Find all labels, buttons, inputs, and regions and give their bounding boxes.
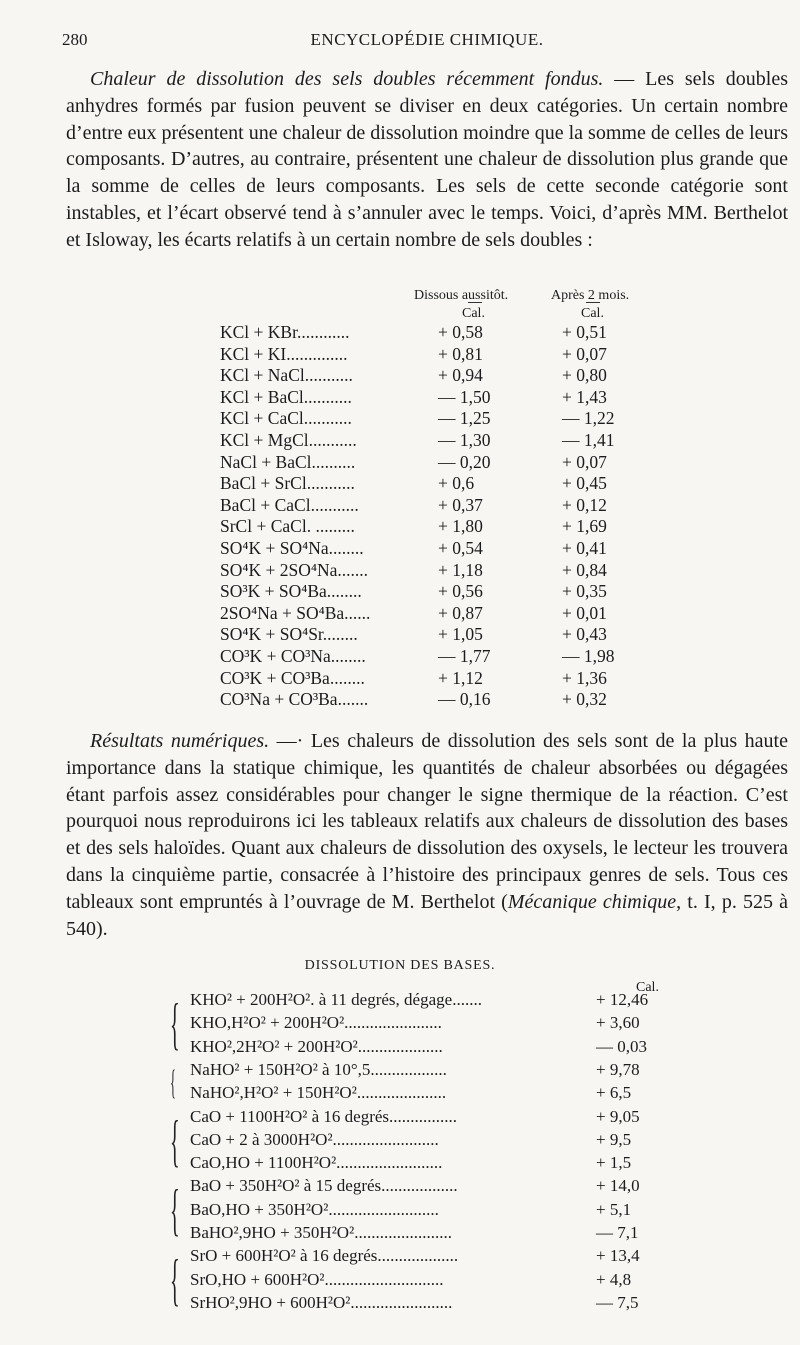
leader-dots: ......................... [332,1129,439,1149]
table-row [0,516,800,538]
leader-dots: ......................... [336,1153,443,1173]
unit-bases: Cal. [636,980,659,995]
base-dissolution-label: CaO + 2 à 3000H²O²......................... [190,1129,439,1149]
value-after-two-months: + 0,80 [562,365,607,386]
table-row [0,1200,800,1224]
table-row [0,646,800,668]
unit-col2: Cal. [581,306,604,321]
value-immediate: + 0,58 [438,322,483,342]
leader-dots: ........... [306,473,355,494]
leader-dots: .......................... [328,1199,439,1219]
heat-value: + 13,4 [596,1246,640,1266]
value-after-two-months: — 1,22 [562,408,615,429]
leader-dots: ....... [452,990,482,1009]
table-row [0,1153,800,1177]
leader-dots: . ......... [306,516,355,537]
salt-pair-label: SrCl + CaCl. ......... [220,516,355,537]
value-immediate: + 1,05 [438,624,483,645]
header-dash [468,302,482,303]
table-row [0,581,800,603]
table-row [0,689,800,711]
value-immediate: + 1,80 [438,516,483,537]
value-immediate: + 0,87 [438,602,483,623]
table-row [0,408,800,430]
leader-dots: ........ [322,624,358,645]
value-after-two-months: + 0,51 [562,322,607,342]
heat-value: + 9,5 [596,1129,632,1149]
salt-pair-label: CO³K + CO³Na........ [220,646,366,666]
value-immediate: + 0,81 [438,343,483,364]
running-title: ENCYCLOPÉDIE CHIMIQUE. [310,30,544,49]
table-row [0,344,800,366]
salt-pair-label: KCl + CaCl........... [220,408,352,429]
leader-dots: .................. [381,1176,458,1196]
group-brace: { [170,1249,180,1313]
heat-value: — 7,1 [596,1223,639,1242]
table-row [0,1013,800,1037]
table-row [0,1130,800,1154]
salt-pair-label: SO⁴K + 2SO⁴Na....... [220,559,368,580]
value-immediate: — 1,30 [438,430,491,450]
base-dissolution-label: BaO + 350H²O² à 15 degrés.................. [190,1176,458,1196]
table-row [0,1060,800,1084]
table-row [0,1176,800,1200]
salt-pair-label: BaCl + SrCl........... [220,473,355,494]
column-header-after-two-months: Après 2 mois. [551,288,630,303]
table-row [0,560,800,582]
salt-pair-label: SO⁴K + SO⁴Sr........ [220,624,358,645]
value-after-two-months: + 0,12 [562,494,607,515]
table-row [0,452,800,474]
section-title: DISSOLUTION DES BASES. [304,958,496,973]
value-after-two-months: — 1,41 [562,430,615,450]
group-brace: { [170,1109,180,1173]
table-row [0,1037,800,1061]
leader-dots: .................... [357,1036,443,1056]
paragraph-double-salts [66,66,788,254]
leader-dots: ....................... [344,1013,442,1033]
table-row [0,495,800,517]
table-row [0,1246,800,1270]
table-row [0,668,800,690]
unit-col1: Cal. [462,306,485,321]
leader-dots: .......... [311,451,356,472]
group-brace: { [170,1062,176,1102]
base-dissolution-label: SrO,HO + 600H²O²............................ [190,1269,444,1289]
value-after-two-months: + 1,69 [562,516,607,537]
base-dissolution-label: BaO,HO + 350H²O².......................... [190,1199,439,1219]
value-after-two-months: + 0,32 [562,689,607,710]
salt-pair-label: KCl + MgCl........... [220,430,357,450]
table-row [0,1107,800,1131]
heat-value: + 6,5 [596,1083,632,1103]
paragraph-body: —· Les chaleurs de dissolution des sels sont de la plus haute importance dans la statique chimique, les quantités de chaleur absorbées ou dégagées étant parfois assez considérables pour changer le signe thermique de la réaction. C’est pourquoi nous reproduirons ici les tableaux relatifs aux chaleurs de dissolution des bases et des sels haloïdes. Quant aux chaleurs de dissolution des oxysels, le lecteur les trouvera dans la cinquième partie, consacrée à l’histoire des principaux genres de sels. Tous ces tableaux sont empruntés à l’ouvrage de M. Berthelot ( [66,730,788,913]
leader-dots: ........................ [350,1292,453,1312]
salt-pair-label: KCl + NaCl........... [220,365,353,386]
paragraph-title: Chaleur de dissolution des sels doubles récemment fondus. [90,68,604,90]
table-row [0,473,800,495]
leader-dots: ....................... [354,1223,452,1242]
value-immediate: — 1,50 [438,386,491,407]
table-row [0,1270,800,1294]
group-brace: { [170,1179,180,1243]
leader-dots: ................... [377,1246,459,1266]
salt-pair-label: SO³K + SO⁴Ba........ [220,581,362,602]
heat-value: + 14,0 [596,1176,640,1196]
value-after-two-months: + 0,43 [562,624,607,645]
salt-pair-label: 2SO⁴Na + SO⁴Ba...... [220,602,371,623]
heat-value: + 9,78 [596,1059,640,1079]
salt-pair-label: NaCl + BaCl.......... [220,451,356,472]
heat-value: + 9,05 [596,1106,640,1126]
leader-dots: ............ [296,322,350,342]
leader-dots: ........... [303,408,352,429]
table-row [0,1083,800,1107]
salt-pair-label: CO³Na + CO³Ba....... [220,689,369,710]
value-after-two-months: + 1,43 [562,386,607,407]
leader-dots: ............................ [324,1269,444,1289]
value-immediate: + 0,6 [438,473,475,494]
table-row [0,538,800,560]
leader-dots: ...... [344,602,371,623]
table-row [0,1293,800,1317]
value-after-two-months: + 0,07 [562,343,607,364]
table-row [0,430,800,452]
paragraph-body: — Les sels doubles anhydres formés par fusion peuvent se diviser en deux catégories. Un certain nombre d’entre eux présentent une chaleur de dissolution moindre que la somme de celles de leurs composants. D’autres, au contraire, présentent une chaleur de dissolution plus grande que la somme de celles de leurs composants. Les sels de cette seconde catégorie sont instables, et l’écart observé tend à s’annuler avec le temps. Voici, d’après MM. Berthelot et Isloway, les écarts relatifs à un certain nombre de sels doubles : [66,68,789,251]
leader-dots: ........ [329,667,365,688]
paragraph-title: Résultats numériques. [90,730,270,752]
value-after-two-months: + 0,41 [562,538,607,558]
base-dissolution-label: BaHO²,9HO + 350H²O²....................... [190,1223,452,1242]
leader-dots: ........ [328,538,364,558]
leader-dots: .................. [370,1059,447,1079]
table-row [0,365,800,387]
column-header-immediate: Dissous aussitôt. [414,288,509,303]
leader-dots: ........... [303,386,352,407]
table-row [0,624,800,646]
value-immediate: + 0,56 [438,581,483,602]
value-immediate: + 1,12 [438,667,483,688]
base-dissolution-label: KHO² + 200H²O². à 11 degrés, dégage....... [190,990,482,1009]
value-after-two-months: + 0,01 [562,602,607,623]
heat-value: — 0,03 [596,1036,647,1056]
value-immediate: + 0,54 [438,538,483,558]
value-immediate: — 0,20 [438,451,491,472]
base-dissolution-label: NaHO²,H²O² + 150H²O²..................... [190,1083,447,1103]
heat-value: — 7,5 [596,1292,639,1312]
leader-dots: ....... [337,689,369,710]
heat-value: + 4,8 [596,1269,632,1289]
salt-pair-label: KCl + KI.............. [220,343,348,364]
page-number: 280 [62,30,88,49]
base-dissolution-label: SrHO²,9HO + 600H²O²........................ [190,1292,453,1312]
salt-pair-label: CO³K + CO³Ba........ [220,667,365,688]
value-after-two-months: + 0,35 [562,581,607,602]
value-immediate: + 1,18 [438,559,483,580]
value-immediate: — 0,16 [438,689,491,710]
header-dash [586,302,600,303]
value-immediate: — 1,25 [438,408,491,429]
table-row [0,1223,800,1247]
leader-dots: ........... [304,365,353,386]
salt-pair-label: SO⁴K + SO⁴Na........ [220,538,364,558]
leader-dots: .............. [286,343,348,364]
leader-dots: ................ [389,1106,458,1126]
value-after-two-months: + 1,36 [562,667,607,688]
leader-dots: ....... [337,559,368,580]
value-after-two-months: — 1,98 [562,646,615,666]
table-row [0,387,800,409]
value-immediate: + 0,94 [438,365,483,386]
base-dissolution-label: CaO,HO + 1100H²O²......................... [190,1153,443,1173]
heat-value: + 3,60 [596,1013,640,1033]
heat-value: + 12,46 [596,990,649,1009]
value-after-two-months: + 0,45 [562,473,607,494]
leader-dots: ........ [326,581,362,602]
reference-title: Mécanique chimique [507,890,677,913]
heat-value: + 5,1 [596,1199,632,1219]
table-row [0,603,800,625]
leader-dots: ........... [308,430,357,450]
leader-dots: ........ [330,646,366,666]
value-after-two-months: + 0,07 [562,451,607,472]
paragraph-body-end: , t. I, p. 525 à 540). [66,890,788,940]
heat-value: + 1,5 [596,1153,632,1173]
group-brace: { [170,993,180,1056]
paragraph-numerical-results [66,728,788,942]
table-row [0,990,800,1014]
leader-dots: ..................... [356,1083,447,1103]
value-after-two-months: + 0,84 [562,559,607,580]
base-dissolution-label: CaO + 1100H²O² à 16 degrés................ [190,1106,458,1126]
base-dissolution-label: NaHO² + 150H²O² à 10°,5.................. [190,1059,447,1079]
base-dissolution-label: KHO²,2H²O² + 200H²O².................... [190,1036,443,1056]
page-header [62,30,792,54]
table-row [0,322,800,344]
base-dissolution-label: SrO + 600H²O² à 16 degrés................... [190,1246,459,1266]
value-immediate: + 0,37 [438,494,483,515]
salt-pair-label: KCl + BaCl........... [220,386,352,407]
base-dissolution-label: KHO,H²O² + 200H²O²....................... [190,1013,442,1033]
salt-pair-label: KCl + KBr............ [220,322,350,342]
salt-pair-label: BaCl + CaCl........... [220,494,359,515]
value-immediate: — 1,77 [438,646,491,666]
leader-dots: ........... [310,494,359,515]
